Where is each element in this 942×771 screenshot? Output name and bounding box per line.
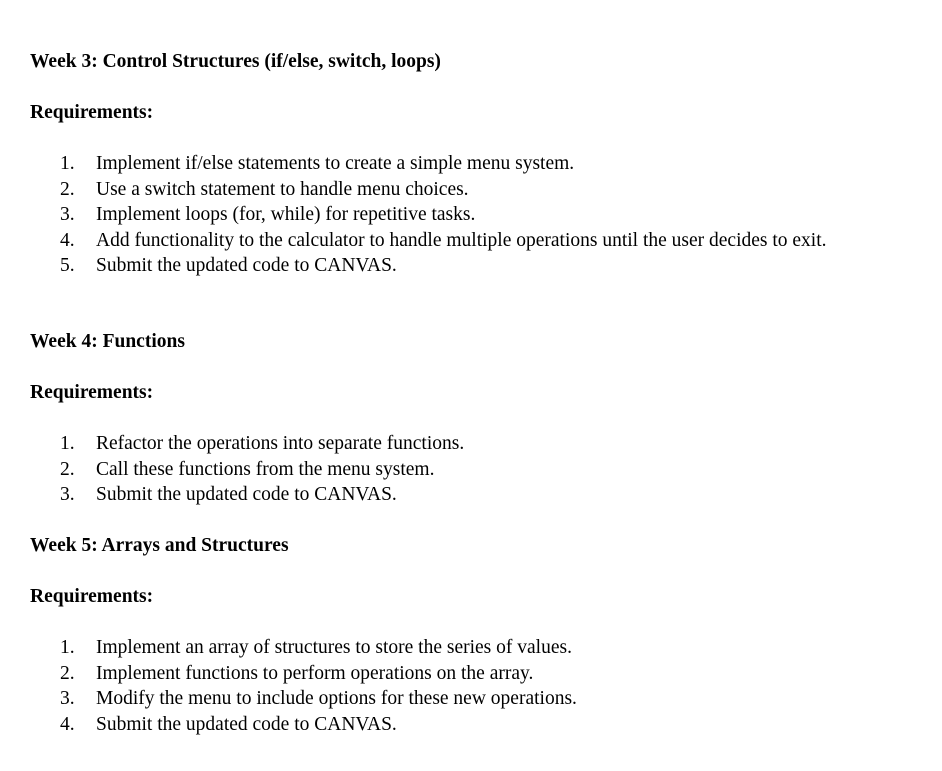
week-3-requirements-list [0,151,896,279]
list-item [0,661,896,687]
list-item-number: 1. [60,153,75,174]
list-item-text: Implement functions to perform operations on the array. [96,662,534,684]
list-item-number: 1. [60,637,75,658]
week-4-requirements-label: Requirements: [30,382,154,403]
list-item-number: 5. [60,255,75,276]
list-item-text: Add functionality to the calculator to handle multiple operations until the user decides to exit. [96,229,827,251]
list-item-text: Implement if/else statements to create a simple menu system. [96,153,575,174]
week-3-title: Week 3: Control Structures (if/else, switch, loops) [30,51,441,72]
list-item [0,712,896,738]
week-3-requirements-label: Requirements: [30,102,154,123]
week-5-title: Week 5: Arrays and Structures [30,535,289,556]
list-item [0,253,896,279]
list-item-number: 4. [60,713,75,735]
list-item [0,151,896,177]
list-item-number: 2. [60,662,75,684]
list-item-number: 4. [60,229,75,251]
list-item-number: 3. [60,688,75,709]
list-item-text: Refactor the operations into separate functions. [96,433,465,454]
week-5-requirements-label: Requirements: [30,586,154,607]
list-item-text: Submit the updated code to CANVAS. [96,484,397,505]
list-item-number: 3. [60,484,75,505]
list-item [0,177,896,203]
list-item [0,635,896,661]
list-item-number: 1. [60,433,75,454]
list-item-text: Implement loops (for, while) for repetitive tasks. [96,204,476,225]
week-4-title: Week 4: Functions [30,331,185,352]
list-item-text: Call these functions from the menu system. [96,458,435,480]
list-item [0,228,896,254]
list-item-text: Use a switch statement to handle menu choices. [96,178,469,200]
list-item [0,202,896,228]
list-item-number: 3. [60,204,75,225]
list-item [0,482,896,508]
list-item-number: 2. [60,458,75,480]
list-item [0,431,896,457]
list-item [0,686,896,712]
list-item-text: Implement an array of structures to store the series of values. [96,637,572,658]
week-4-requirements-list [0,431,896,508]
list-item-text: Submit the updated code to CANVAS. [96,255,397,276]
list-item-text: Modify the menu to include options for these new operations. [96,688,577,709]
list-item-text: Submit the updated code to CANVAS. [96,713,397,735]
list-item-number: 2. [60,178,75,200]
week-5-requirements-list [0,635,896,737]
list-item [0,457,896,483]
